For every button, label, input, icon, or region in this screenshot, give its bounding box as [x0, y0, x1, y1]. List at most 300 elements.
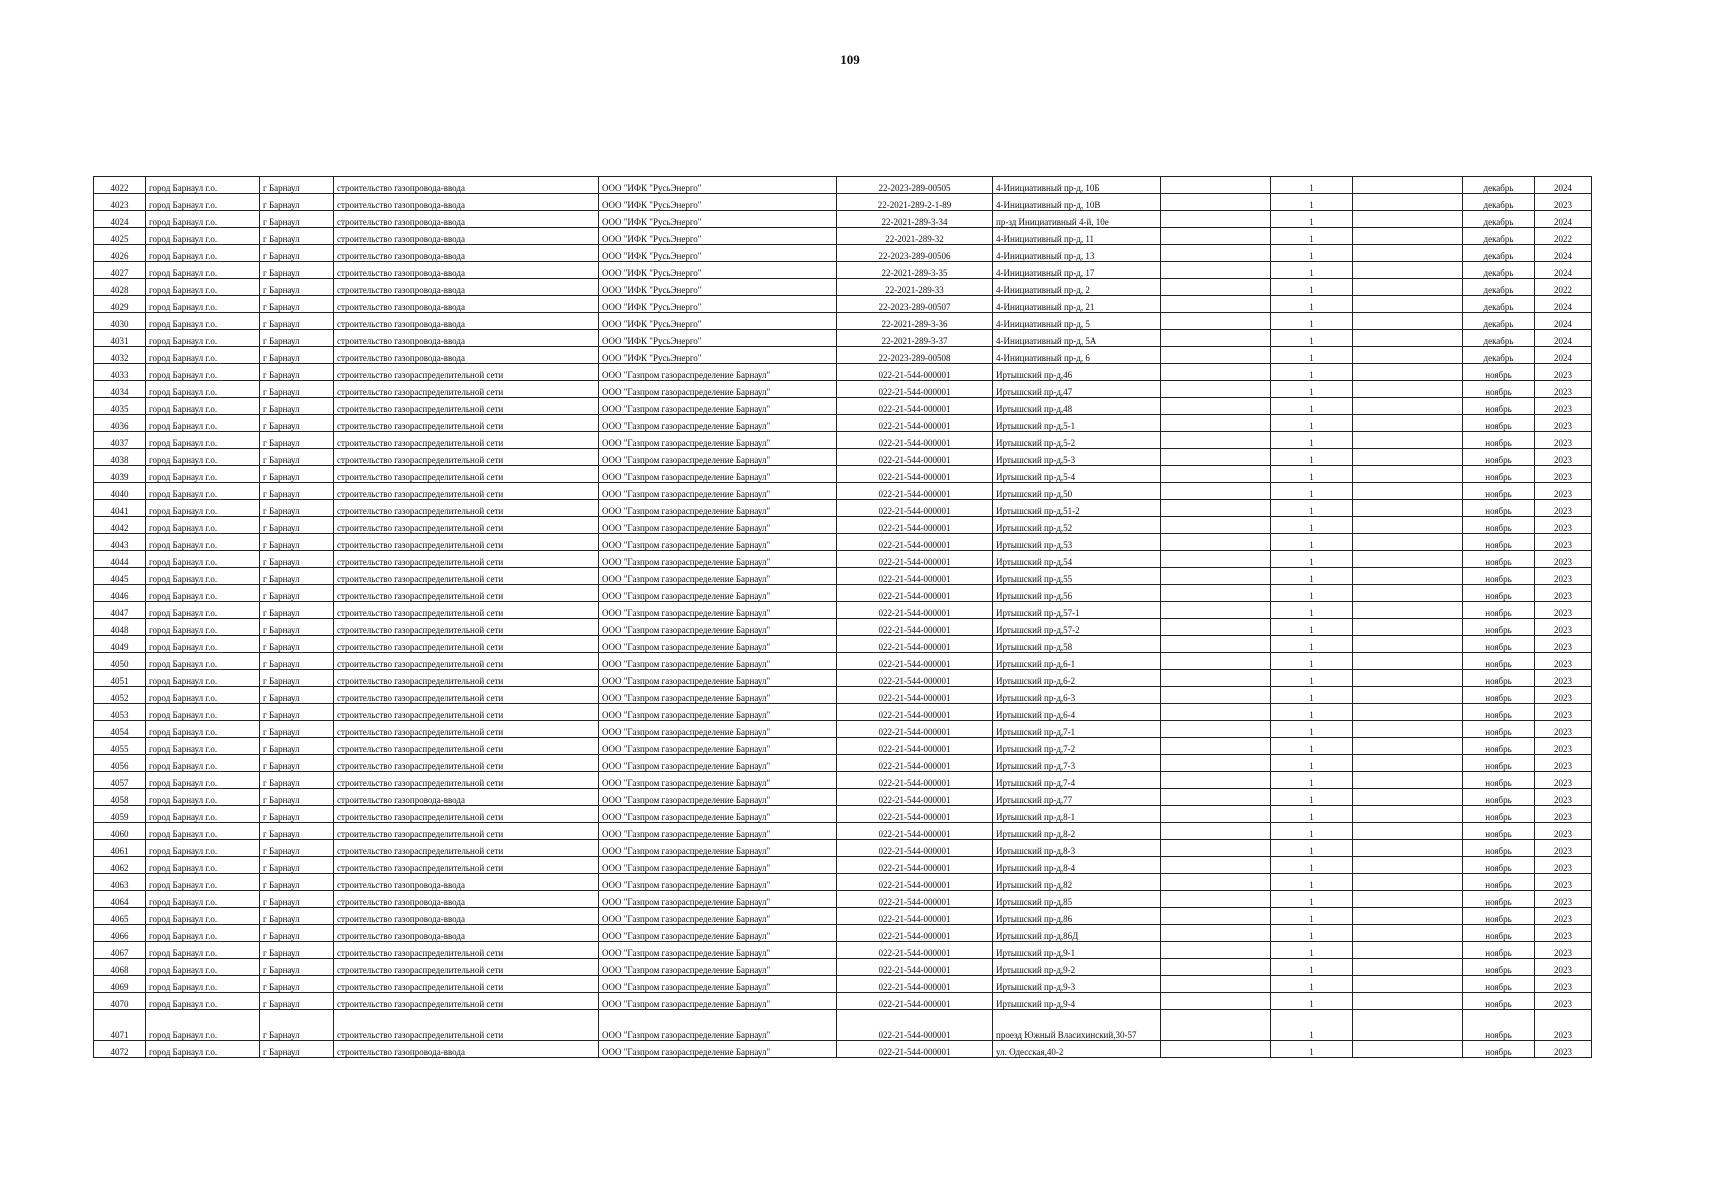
address-cell: Иртышский пр-д,55 — [993, 568, 1161, 585]
table-row — [94, 789, 1592, 806]
blank-cell — [1161, 670, 1271, 687]
address-cell: Иртышский пр-д,56 — [993, 585, 1161, 602]
blank-cell — [1353, 381, 1463, 398]
page-number: 109 — [840, 52, 860, 67]
row-number: 4043 — [94, 534, 146, 551]
blank-cell — [1161, 262, 1271, 279]
blank-cell — [1161, 330, 1271, 347]
quantity-cell: 1 — [1271, 313, 1353, 330]
blank-cell — [1161, 840, 1271, 857]
quantity-cell: 1 — [1271, 483, 1353, 500]
blank-cell — [1353, 194, 1463, 211]
work-type-cell: строительство газопровода-ввода — [334, 874, 599, 891]
work-type-cell: строительство газопровода-ввода — [334, 789, 599, 806]
blank-cell — [1353, 313, 1463, 330]
district-cell: город Барнаул г.о. — [146, 653, 260, 670]
work-type-cell: строительство газораспределительной сети — [334, 687, 599, 704]
month-cell: ноябрь — [1463, 942, 1535, 959]
quantity-cell: 1 — [1271, 245, 1353, 262]
blank-cell — [1353, 364, 1463, 381]
district-cell: город Барнаул г.о. — [146, 704, 260, 721]
blank-cell — [1161, 1010, 1271, 1041]
month-cell: декабрь — [1463, 279, 1535, 296]
year-cell: 2023 — [1535, 738, 1592, 755]
quantity-cell: 1 — [1271, 500, 1353, 517]
year-cell: 2023 — [1535, 823, 1592, 840]
table-row — [94, 738, 1592, 755]
row-number: 4040 — [94, 483, 146, 500]
organization-cell: ООО "Газпром газораспределение Барнаул" — [599, 993, 837, 1010]
year-cell: 2023 — [1535, 993, 1592, 1010]
blank-cell — [1161, 296, 1271, 313]
address-cell: Иртышский пр-д,46 — [993, 364, 1161, 381]
organization-cell: ООО "Газпром газораспределение Барнаул" — [599, 823, 837, 840]
locality-cell: г Барнаул — [260, 976, 334, 993]
row-number: 4063 — [94, 874, 146, 891]
row-number: 4029 — [94, 296, 146, 313]
district-cell: город Барнаул г.о. — [146, 908, 260, 925]
table-row — [94, 517, 1592, 534]
blank-cell — [1353, 245, 1463, 262]
address-cell: Иртышский пр-д,5-2 — [993, 432, 1161, 449]
blank-cell — [1161, 364, 1271, 381]
month-cell: декабрь — [1463, 296, 1535, 313]
year-cell: 2024 — [1535, 177, 1592, 194]
address-cell: Иртышский пр-д,8-1 — [993, 806, 1161, 823]
table-row — [94, 228, 1592, 245]
row-number: 4024 — [94, 211, 146, 228]
row-number: 4051 — [94, 670, 146, 687]
quantity-cell: 1 — [1271, 755, 1353, 772]
address-cell: Иртышский пр-д,7-2 — [993, 738, 1161, 755]
table-row — [94, 755, 1592, 772]
work-type-cell: строительство газораспределительной сети — [334, 738, 599, 755]
locality-cell: г Барнаул — [260, 228, 334, 245]
district-cell: город Барнаул г.о. — [146, 211, 260, 228]
district-cell: город Барнаул г.о. — [146, 177, 260, 194]
address-cell: 4-Инициативный пр-д, 13 — [993, 245, 1161, 262]
locality-cell: г Барнаул — [260, 925, 334, 942]
row-number: 4026 — [94, 245, 146, 262]
work-type-cell: строительство газораспределительной сети — [334, 755, 599, 772]
table-row — [94, 262, 1592, 279]
blank-cell — [1161, 993, 1271, 1010]
address-cell: Иртышский пр-д,48 — [993, 398, 1161, 415]
year-cell: 2023 — [1535, 806, 1592, 823]
organization-cell: ООО "Газпром газораспределение Барнаул" — [599, 585, 837, 602]
work-type-cell: строительство газораспределительной сети — [334, 806, 599, 823]
blank-cell — [1161, 823, 1271, 840]
blank-cell — [1161, 398, 1271, 415]
month-cell: ноябрь — [1463, 840, 1535, 857]
quantity-cell: 1 — [1271, 738, 1353, 755]
quantity-cell: 1 — [1271, 347, 1353, 364]
month-cell: ноябрь — [1463, 517, 1535, 534]
blank-cell — [1353, 738, 1463, 755]
program-code-cell: 022-21-544-000001 — [837, 976, 993, 993]
row-number: 4050 — [94, 653, 146, 670]
blank-cell — [1161, 942, 1271, 959]
work-type-cell: строительство газопровода-ввода — [334, 313, 599, 330]
work-type-cell: строительство газораспределительной сети — [334, 568, 599, 585]
blank-cell — [1161, 857, 1271, 874]
work-type-cell: строительство газопровода-ввода — [334, 177, 599, 194]
quantity-cell: 1 — [1271, 262, 1353, 279]
blank-cell — [1353, 296, 1463, 313]
organization-cell: ООО "Газпром газораспределение Барнаул" — [599, 789, 837, 806]
blank-cell — [1353, 840, 1463, 857]
address-cell: Иртышский пр-д,5-3 — [993, 449, 1161, 466]
program-code-cell: 022-21-544-000001 — [837, 755, 993, 772]
work-type-cell: строительство газопровода-ввода — [334, 194, 599, 211]
quantity-cell: 1 — [1271, 415, 1353, 432]
district-cell: город Барнаул г.о. — [146, 279, 260, 296]
table-row — [94, 313, 1592, 330]
year-cell: 2023 — [1535, 568, 1592, 585]
row-number: 4068 — [94, 959, 146, 976]
address-cell: Иртышский пр-д,8-4 — [993, 857, 1161, 874]
blank-cell — [1161, 925, 1271, 942]
quantity-cell: 1 — [1271, 874, 1353, 891]
month-cell: ноябрь — [1463, 857, 1535, 874]
year-cell: 2023 — [1535, 483, 1592, 500]
district-cell: город Барнаул г.о. — [146, 228, 260, 245]
row-number: 4037 — [94, 432, 146, 449]
organization-cell: ООО "Газпром газораспределение Барнаул" — [599, 381, 837, 398]
table-row — [94, 687, 1592, 704]
organization-cell: ООО "Газпром газораспределение Барнаул" — [599, 670, 837, 687]
address-cell: Иртышский пр-д,9-1 — [993, 942, 1161, 959]
month-cell: декабрь — [1463, 262, 1535, 279]
organization-cell: ООО "ИФК "РусьЭнерго" — [599, 296, 837, 313]
district-cell: город Барнаул г.о. — [146, 381, 260, 398]
program-code-cell: 022-21-544-000001 — [837, 517, 993, 534]
work-type-cell: строительство газораспределительной сети — [334, 415, 599, 432]
locality-cell: г Барнаул — [260, 687, 334, 704]
organization-cell: ООО "Газпром газораспределение Барнаул" — [599, 1010, 837, 1041]
table-row — [94, 245, 1592, 262]
program-code-cell: 022-21-544-000001 — [837, 483, 993, 500]
blank-cell — [1161, 874, 1271, 891]
district-cell: город Барнаул г.о. — [146, 636, 260, 653]
organization-cell: ООО "Газпром газораспределение Барнаул" — [599, 755, 837, 772]
quantity-cell: 1 — [1271, 891, 1353, 908]
year-cell: 2023 — [1535, 874, 1592, 891]
month-cell: ноябрь — [1463, 891, 1535, 908]
blank-cell — [1161, 1041, 1271, 1058]
quantity-cell: 1 — [1271, 704, 1353, 721]
district-cell: город Барнаул г.о. — [146, 806, 260, 823]
year-cell: 2024 — [1535, 262, 1592, 279]
quantity-cell: 1 — [1271, 449, 1353, 466]
work-type-cell: строительство газораспределительной сети — [334, 364, 599, 381]
locality-cell: г Барнаул — [260, 942, 334, 959]
organization-cell: ООО "ИФК "РусьЭнерго" — [599, 313, 837, 330]
blank-cell — [1353, 483, 1463, 500]
address-cell: Иртышский пр-д,52 — [993, 517, 1161, 534]
blank-cell — [1161, 517, 1271, 534]
blank-cell — [1353, 772, 1463, 789]
quantity-cell: 1 — [1271, 211, 1353, 228]
quantity-cell: 1 — [1271, 772, 1353, 789]
district-cell: город Барнаул г.о. — [146, 789, 260, 806]
blank-cell — [1161, 806, 1271, 823]
blank-cell — [1161, 721, 1271, 738]
table-row — [94, 636, 1592, 653]
program-code-cell: 022-21-544-000001 — [837, 500, 993, 517]
address-cell: Иртышский пр-д,5-1 — [993, 415, 1161, 432]
month-cell: ноябрь — [1463, 534, 1535, 551]
work-type-cell: строительство газораспределительной сети — [334, 840, 599, 857]
district-cell: город Барнаул г.о. — [146, 738, 260, 755]
program-code-cell: 22-2023-289-00508 — [837, 347, 993, 364]
quantity-cell: 1 — [1271, 1010, 1353, 1041]
work-type-cell: строительство газопровода-ввода — [334, 245, 599, 262]
blank-cell — [1353, 211, 1463, 228]
table-row — [94, 398, 1592, 415]
organization-cell: ООО "Газпром газораспределение Барнаул" — [599, 959, 837, 976]
year-cell: 2023 — [1535, 840, 1592, 857]
work-type-cell: строительство газораспределительной сети — [334, 772, 599, 789]
year-cell: 2023 — [1535, 449, 1592, 466]
locality-cell: г Барнаул — [260, 415, 334, 432]
blank-cell — [1353, 228, 1463, 245]
work-type-cell: строительство газораспределительной сети — [334, 398, 599, 415]
program-code-cell: 022-21-544-000001 — [837, 772, 993, 789]
organization-cell: ООО "ИФК "РусьЭнерго" — [599, 262, 837, 279]
blank-cell — [1161, 551, 1271, 568]
year-cell: 2024 — [1535, 347, 1592, 364]
program-code-cell: 022-21-544-000001 — [837, 568, 993, 585]
program-code-cell: 022-21-544-000001 — [837, 738, 993, 755]
table-row — [94, 891, 1592, 908]
blank-cell — [1353, 704, 1463, 721]
month-cell: ноябрь — [1463, 1010, 1535, 1041]
table-row — [94, 823, 1592, 840]
work-type-cell: строительство газораспределительной сети — [334, 670, 599, 687]
row-number: 4044 — [94, 551, 146, 568]
organization-cell: ООО "Газпром газораспределение Барнаул" — [599, 568, 837, 585]
month-cell: ноябрь — [1463, 721, 1535, 738]
locality-cell: г Барнаул — [260, 364, 334, 381]
row-number: 4065 — [94, 908, 146, 925]
blank-cell — [1353, 551, 1463, 568]
blank-cell — [1161, 976, 1271, 993]
year-cell: 2024 — [1535, 296, 1592, 313]
organization-cell: ООО "ИФК "РусьЭнерго" — [599, 347, 837, 364]
row-number: 4048 — [94, 619, 146, 636]
locality-cell: г Барнаул — [260, 772, 334, 789]
work-type-cell: строительство газопровода-ввода — [334, 296, 599, 313]
month-cell: ноябрь — [1463, 500, 1535, 517]
row-number: 4031 — [94, 330, 146, 347]
district-cell: город Барнаул г.о. — [146, 857, 260, 874]
program-code-cell: 022-21-544-000001 — [837, 840, 993, 857]
locality-cell: г Барнаул — [260, 177, 334, 194]
year-cell: 2023 — [1535, 1041, 1592, 1058]
table-row — [94, 942, 1592, 959]
year-cell: 2023 — [1535, 551, 1592, 568]
table-row — [94, 857, 1592, 874]
address-cell: пр-зд Инициативный 4-й, 10е — [993, 211, 1161, 228]
blank-cell — [1161, 500, 1271, 517]
program-code-cell: 022-21-544-000001 — [837, 789, 993, 806]
locality-cell: г Барнаул — [260, 245, 334, 262]
organization-cell: ООО "Газпром газораспределение Барнаул" — [599, 415, 837, 432]
address-cell: Иртышский пр-д,47 — [993, 381, 1161, 398]
district-cell: город Барнаул г.о. — [146, 330, 260, 347]
organization-cell: ООО "Газпром газораспределение Барнаул" — [599, 874, 837, 891]
organization-cell: ООО "Газпром газораспределение Барнаул" — [599, 619, 837, 636]
organization-cell: ООО "Газпром газораспределение Барнаул" — [599, 891, 837, 908]
blank-cell — [1353, 653, 1463, 670]
year-cell: 2023 — [1535, 364, 1592, 381]
row-number: 4066 — [94, 925, 146, 942]
year-cell: 2023 — [1535, 891, 1592, 908]
locality-cell: г Барнаул — [260, 194, 334, 211]
work-type-cell: строительство газопровода-ввода — [334, 925, 599, 942]
locality-cell: г Барнаул — [260, 1041, 334, 1058]
district-cell: город Барнаул г.о. — [146, 466, 260, 483]
month-cell: ноябрь — [1463, 381, 1535, 398]
table-row — [94, 619, 1592, 636]
program-code-cell: 022-21-544-000001 — [837, 908, 993, 925]
program-code-cell: 22-2021-289-3-35 — [837, 262, 993, 279]
address-cell: Иртышский пр-д,6-1 — [993, 653, 1161, 670]
quantity-cell: 1 — [1271, 857, 1353, 874]
blank-cell — [1353, 993, 1463, 1010]
locality-cell: г Барнаул — [260, 381, 334, 398]
district-cell: город Барнаул г.о. — [146, 840, 260, 857]
quantity-cell: 1 — [1271, 194, 1353, 211]
locality-cell: г Барнаул — [260, 296, 334, 313]
row-number: 4057 — [94, 772, 146, 789]
year-cell: 2023 — [1535, 619, 1592, 636]
blank-cell — [1353, 568, 1463, 585]
locality-cell: г Барнаул — [260, 398, 334, 415]
address-cell: Иртышский пр-д,86Д — [993, 925, 1161, 942]
quantity-cell: 1 — [1271, 959, 1353, 976]
row-number: 4054 — [94, 721, 146, 738]
month-cell: ноябрь — [1463, 619, 1535, 636]
quantity-cell: 1 — [1271, 925, 1353, 942]
program-code-cell: 022-21-544-000001 — [837, 534, 993, 551]
quantity-cell: 1 — [1271, 721, 1353, 738]
blank-cell — [1161, 466, 1271, 483]
locality-cell: г Барнаул — [260, 1010, 334, 1041]
program-code-cell: 22-2021-289-3-36 — [837, 313, 993, 330]
year-cell: 2023 — [1535, 1010, 1592, 1041]
work-type-cell: строительство газораспределительной сети — [334, 381, 599, 398]
blank-cell — [1353, 823, 1463, 840]
blank-cell — [1353, 721, 1463, 738]
organization-cell: ООО "Газпром газораспределение Барнаул" — [599, 466, 837, 483]
table-row — [94, 670, 1592, 687]
work-type-cell: строительство газопровода-ввода — [334, 1041, 599, 1058]
blank-cell — [1353, 177, 1463, 194]
address-cell: Иртышский пр-д,6-2 — [993, 670, 1161, 687]
program-code-cell: 022-21-544-000001 — [837, 619, 993, 636]
blank-cell — [1353, 891, 1463, 908]
blank-cell — [1353, 534, 1463, 551]
work-type-cell: строительство газораспределительной сети — [334, 823, 599, 840]
row-number: 4036 — [94, 415, 146, 432]
organization-cell: ООО "Газпром газораспределение Барнаул" — [599, 908, 837, 925]
locality-cell: г Барнаул — [260, 330, 334, 347]
work-type-cell: строительство газопровода-ввода — [334, 347, 599, 364]
program-code-cell: 22-2021-289-3-37 — [837, 330, 993, 347]
quantity-cell: 1 — [1271, 568, 1353, 585]
row-number: 4056 — [94, 755, 146, 772]
quantity-cell: 1 — [1271, 1041, 1353, 1058]
quantity-cell: 1 — [1271, 364, 1353, 381]
table-row — [94, 704, 1592, 721]
program-code-cell: 022-21-544-000001 — [837, 415, 993, 432]
work-type-cell: строительство газораспределительной сети — [334, 653, 599, 670]
month-cell: ноябрь — [1463, 398, 1535, 415]
blank-cell — [1161, 755, 1271, 772]
organization-cell: ООО "Газпром газораспределение Барнаул" — [599, 602, 837, 619]
row-number: 4032 — [94, 347, 146, 364]
program-code-cell: 022-21-544-000001 — [837, 636, 993, 653]
month-cell: ноябрь — [1463, 466, 1535, 483]
blank-cell — [1161, 704, 1271, 721]
row-number: 4023 — [94, 194, 146, 211]
work-type-cell: строительство газораспределительной сети — [334, 942, 599, 959]
program-code-cell: 022-21-544-000001 — [837, 823, 993, 840]
row-number: 4070 — [94, 993, 146, 1010]
blank-cell — [1161, 381, 1271, 398]
month-cell: ноябрь — [1463, 738, 1535, 755]
blank-cell — [1353, 279, 1463, 296]
table-row — [94, 772, 1592, 789]
year-cell: 2023 — [1535, 415, 1592, 432]
blank-cell — [1353, 517, 1463, 534]
work-type-cell: строительство газораспределительной сети — [334, 993, 599, 1010]
address-cell: Иртышский пр-д,53 — [993, 534, 1161, 551]
row-number: 4055 — [94, 738, 146, 755]
district-cell: город Барнаул г.о. — [146, 993, 260, 1010]
blank-cell — [1161, 194, 1271, 211]
district-cell: город Барнаул г.о. — [146, 1010, 260, 1041]
quantity-cell: 1 — [1271, 908, 1353, 925]
month-cell: ноябрь — [1463, 483, 1535, 500]
quantity-cell: 1 — [1271, 653, 1353, 670]
year-cell: 2023 — [1535, 704, 1592, 721]
blank-cell — [1353, 874, 1463, 891]
district-cell: город Барнаул г.о. — [146, 245, 260, 262]
address-cell: 4-Инициативный пр-д, 21 — [993, 296, 1161, 313]
address-cell: Иртышский пр-д,9-2 — [993, 959, 1161, 976]
district-cell: город Барнаул г.о. — [146, 449, 260, 466]
locality-cell: г Барнаул — [260, 738, 334, 755]
address-cell: ул. Одесская,40-2 — [993, 1041, 1161, 1058]
district-cell: город Барнаул г.о. — [146, 585, 260, 602]
month-cell: ноябрь — [1463, 925, 1535, 942]
locality-cell: г Барнаул — [260, 449, 334, 466]
blank-cell — [1353, 925, 1463, 942]
quantity-cell: 1 — [1271, 976, 1353, 993]
program-code-cell: 022-21-544-000001 — [837, 670, 993, 687]
address-cell: Иртышский пр-д,8-3 — [993, 840, 1161, 857]
organization-cell: ООО "Газпром газораспределение Барнаул" — [599, 721, 837, 738]
address-cell: Иртышский пр-д,5-4 — [993, 466, 1161, 483]
locality-cell: г Барнаул — [260, 551, 334, 568]
row-number: 4033 — [94, 364, 146, 381]
blank-cell — [1353, 670, 1463, 687]
district-cell: город Барнаул г.о. — [146, 568, 260, 585]
blank-cell — [1161, 772, 1271, 789]
